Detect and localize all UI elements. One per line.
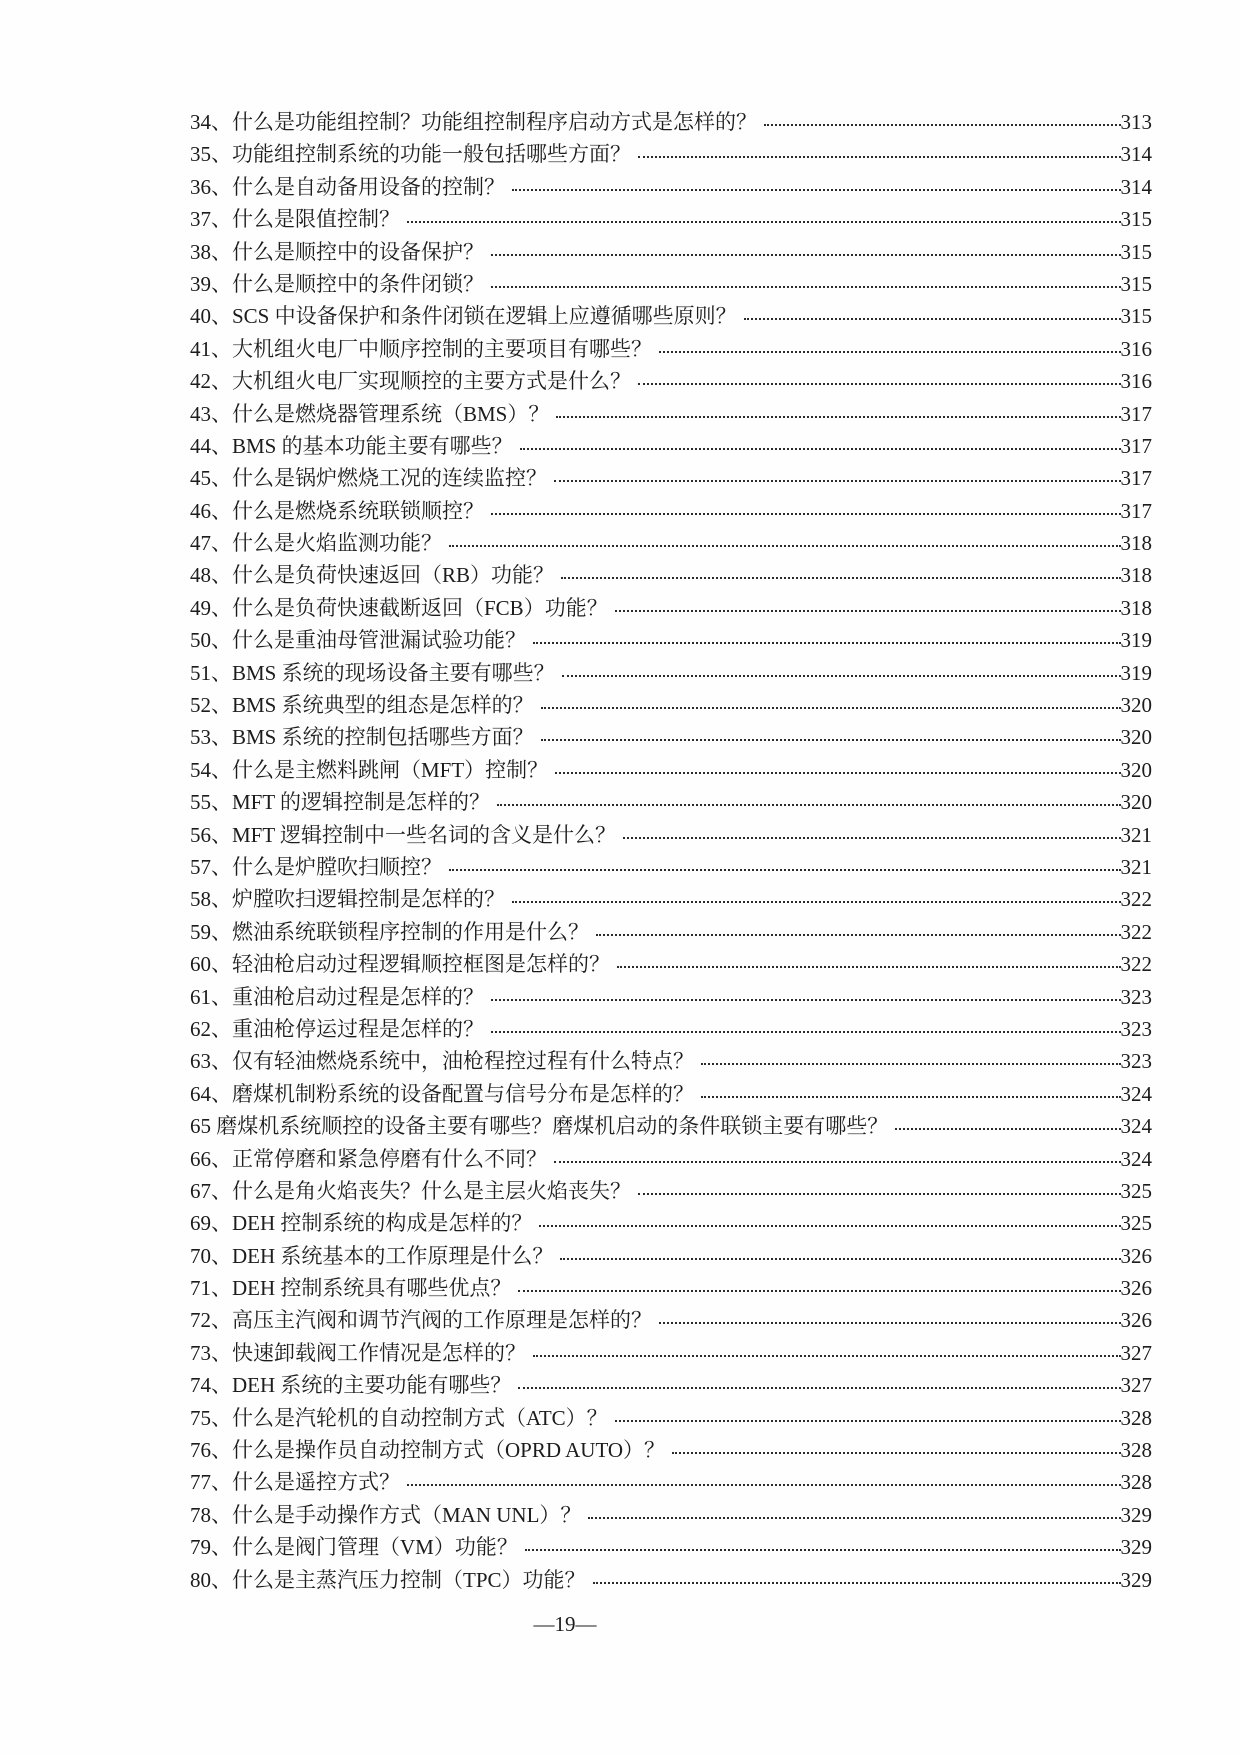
toc-entry-number: 61、 <box>190 984 232 1009</box>
toc-entry-page-number: 323 <box>1120 1049 1152 1074</box>
toc-entry-title: MFT 的逻辑控制是怎样的？ <box>232 790 491 815</box>
toc-entry-number: 67、 <box>190 1178 232 1203</box>
toc-entry[interactable] <box>190 657 1152 689</box>
toc-entry-number: 64、 <box>190 1081 232 1106</box>
toc-entry[interactable] <box>190 1175 1152 1207</box>
toc-entry-title: DEH 控制系统具有哪些优点？ <box>232 1276 512 1301</box>
toc-entry-page-number: 325 <box>1120 1178 1152 1203</box>
toc-entry-title: 什么是锅炉燃烧工况的连续监控？ <box>232 466 547 491</box>
toc-entry[interactable] <box>190 1369 1152 1401</box>
toc-entry-title: 什么是主蒸汽压力控制（TPC）功能？ <box>232 1567 586 1592</box>
toc-entry-number: 76、 <box>190 1438 232 1463</box>
toc-entry-title: 什么是顺控中的设备保护？ <box>232 239 484 264</box>
toc-entry-page-number: 317 <box>1120 401 1152 426</box>
toc-entry-number: 75、 <box>190 1405 232 1430</box>
toc-entry[interactable] <box>190 819 1152 851</box>
toc-entry-page-number: 328 <box>1120 1470 1152 1495</box>
toc-entry-page-number: 317 <box>1120 433 1152 458</box>
toc-entry-number: 49、 <box>190 595 232 620</box>
toc-entry-title: MFT 逻辑控制中一些名词的含义是什么？ <box>232 822 617 847</box>
toc-entry-page-number: 322 <box>1120 952 1152 977</box>
toc-entry-page-number: 322 <box>1120 919 1152 944</box>
toc-entry-number: 39、 <box>190 271 232 296</box>
toc-entry-page-number: 315 <box>1120 271 1152 296</box>
toc-entry-page-number: 328 <box>1120 1405 1152 1430</box>
toc-entry[interactable] <box>190 1466 1152 1498</box>
toc-entry-number: 38、 <box>190 239 232 264</box>
toc-entry[interactable] <box>190 883 1152 915</box>
toc-entry-page-number: 319 <box>1120 660 1152 685</box>
toc-entry-number: 44、 <box>190 433 232 458</box>
toc-entry-title: 重油枪停运过程是怎样的？ <box>232 1016 484 1041</box>
toc-entry-page-number: 329 <box>1120 1567 1152 1592</box>
toc-entry-page-number: 329 <box>1120 1502 1152 1527</box>
toc-entry[interactable] <box>190 462 1152 494</box>
toc-entry[interactable] <box>190 1564 1152 1596</box>
toc-entry-page-number: 320 <box>1120 757 1152 782</box>
toc-entry-title: 什么是炉膛吹扫顺控？ <box>232 854 442 879</box>
toc-entry-page-number: 317 <box>1120 466 1152 491</box>
toc-entry-title: 什么是负荷快速返回（RB）功能？ <box>232 563 555 588</box>
toc-entry[interactable] <box>190 1304 1152 1336</box>
toc-entry-page-number: 323 <box>1120 1016 1152 1041</box>
toc-entry-page-number: 316 <box>1120 336 1152 361</box>
toc-entry-number: 66、 <box>190 1146 232 1171</box>
toc-entry-number: 56、 <box>190 822 232 847</box>
toc-entry[interactable] <box>190 851 1152 883</box>
toc-entry[interactable] <box>190 981 1152 1013</box>
toc-entry[interactable] <box>190 1110 1152 1142</box>
toc-entry-number: 60、 <box>190 952 232 977</box>
toc-entry[interactable] <box>190 333 1152 365</box>
toc-entry-page-number: 324 <box>1120 1146 1152 1171</box>
toc-entry[interactable] <box>190 559 1152 591</box>
toc-entry-page-number: 318 <box>1120 531 1152 556</box>
toc-entry-title: 什么是主燃料跳闸（MFT）控制？ <box>232 757 549 782</box>
toc-entry-number: 59、 <box>190 919 232 944</box>
toc-entry-number: 53、 <box>190 725 232 750</box>
toc-entry[interactable] <box>190 1045 1152 1077</box>
toc-entry-number: 40、 <box>190 304 232 329</box>
toc-entry-title: 燃油系统联锁程序控制的作用是什么？ <box>232 919 589 944</box>
toc-entry-title: 什么是燃烧系统联锁顺控？ <box>232 498 484 523</box>
toc-entry[interactable] <box>190 171 1152 203</box>
toc-entry[interactable] <box>190 1337 1152 1369</box>
toc-entry-title: 大机组火电厂实现顺控的主要方式是什么？ <box>232 369 631 394</box>
toc-entry-title: 什么是功能组控制？功能组控制程序启动方式是怎样的？ <box>232 110 757 134</box>
toc-entry-title: 什么是阀门管理（VM）功能？ <box>232 1535 518 1560</box>
toc-entry[interactable] <box>190 916 1152 948</box>
toc-entry-page-number: 329 <box>1120 1535 1152 1560</box>
toc-entry-number: 80、 <box>190 1567 232 1592</box>
toc-entry-number: 71、 <box>190 1276 232 1301</box>
toc-entry[interactable] <box>190 1272 1152 1304</box>
toc-entry[interactable] <box>190 138 1152 170</box>
toc-entry-number: 73、 <box>190 1340 232 1365</box>
toc-entry-title: 什么是燃烧器管理系统（BMS）？ <box>232 401 550 426</box>
toc-entry-number: 63、 <box>190 1049 232 1074</box>
toc-entry-number: 43、 <box>190 401 232 426</box>
toc-entry-title: 高压主汽阀和调节汽阀的工作原理是怎样的？ <box>232 1308 652 1333</box>
toc-entry[interactable] <box>190 1402 1152 1434</box>
toc-entry-title: 什么是重油母管泄漏试验功能？ <box>232 628 526 653</box>
toc-entry-title: 什么是限值控制？ <box>232 207 400 232</box>
toc-entry-number: 54、 <box>190 757 232 782</box>
toc-entry[interactable] <box>190 236 1152 268</box>
toc-entry[interactable] <box>190 1434 1152 1466</box>
toc-entry[interactable] <box>190 948 1152 980</box>
toc-entry-number: 42、 <box>190 369 232 394</box>
toc-entry-title: 快速卸载阀工作情况是怎样的？ <box>232 1340 526 1365</box>
toc-entry[interactable] <box>190 268 1152 300</box>
toc-entry-page-number: 321 <box>1120 854 1152 879</box>
toc-entry-number: 48、 <box>190 563 232 588</box>
toc-entry[interactable] <box>190 754 1152 786</box>
toc-entry[interactable] <box>190 721 1152 753</box>
toc-entry[interactable] <box>190 430 1152 462</box>
toc-entry-page-number: 324 <box>1120 1114 1152 1139</box>
toc-entry[interactable] <box>190 689 1152 721</box>
toc-entry-title: 磨煤机制粉系统的设备配置与信号分布是怎样的？ <box>232 1081 694 1106</box>
toc-entry-page-number: 314 <box>1120 174 1152 199</box>
toc-entry-title: BMS 系统的现场设备主要有哪些？ <box>232 660 555 685</box>
toc-entry-number: 55、 <box>190 790 232 815</box>
toc-entry[interactable] <box>190 495 1152 527</box>
toc-entry-number: 34、 <box>190 110 232 134</box>
toc-entry-number: 46、 <box>190 498 232 523</box>
toc-entry-number: 78、 <box>190 1502 232 1527</box>
toc-entry[interactable] <box>190 1143 1152 1175</box>
toc-entry-page-number: 319 <box>1120 628 1152 653</box>
toc-entry-page-number: 325 <box>1120 1211 1152 1236</box>
toc-entry-number: 72、 <box>190 1308 232 1333</box>
toc-entry-page-number: 316 <box>1120 369 1152 394</box>
toc-entry[interactable] <box>190 1013 1152 1045</box>
toc-entry-page-number: 313 <box>1120 110 1152 134</box>
toc-entry[interactable] <box>190 1078 1152 1110</box>
toc-entry-page-number: 314 <box>1120 142 1152 167</box>
toc-entry-title: 大机组火电厂中顺序控制的主要项目有哪些？ <box>232 336 652 361</box>
toc-entry-title: 什么是火焰监测功能？ <box>232 531 442 556</box>
toc-entry-number: 36、 <box>190 174 232 199</box>
toc-entry[interactable] <box>190 300 1152 332</box>
toc-entry-number: 51、 <box>190 660 232 685</box>
toc-entry-page-number: 327 <box>1120 1373 1152 1398</box>
toc-entry-title: DEH 系统的主要功能有哪些？ <box>232 1373 512 1398</box>
toc-entry-number: 47、 <box>190 531 232 556</box>
toc-entry-title: 什么是汽轮机的自动控制方式（ATC）？ <box>232 1405 608 1430</box>
toc-entry-number: 37、 <box>190 207 232 232</box>
toc-list <box>190 106 1152 1596</box>
toc-entry-page-number: 315 <box>1120 239 1152 264</box>
toc-entry-number: 52、 <box>190 693 232 718</box>
toc-entry[interactable] <box>190 1240 1152 1272</box>
toc-entry-number: 50、 <box>190 628 232 653</box>
toc-entry-title: BMS 的基本功能主要有哪些？ <box>232 433 513 458</box>
toc-entry-number: 69、 <box>190 1211 232 1236</box>
toc-entry-title: 什么是遥控方式？ <box>232 1470 400 1495</box>
toc-entry-page-number: 326 <box>1120 1276 1152 1301</box>
page-footer <box>0 1612 1130 1637</box>
toc-entry-title: 什么是负荷快速截断返回（FCB）功能？ <box>232 595 608 620</box>
toc-entry-page-number: 321 <box>1120 822 1152 847</box>
toc-entry[interactable] <box>190 398 1152 430</box>
toc-entry-number: 79、 <box>190 1535 232 1560</box>
toc-entry-page-number: 318 <box>1120 563 1152 588</box>
toc-entry-title: 什么是角火焰丧失？什么是主层火焰丧失？ <box>232 1178 631 1203</box>
toc-entry[interactable] <box>190 1207 1152 1239</box>
toc-entry[interactable] <box>190 786 1152 818</box>
toc-entry-title: 什么是顺控中的条件闭锁？ <box>232 271 484 296</box>
toc-entry-title: 正常停磨和紧急停磨有什么不同？ <box>232 1146 547 1171</box>
toc-entry-page-number: 320 <box>1120 693 1152 718</box>
toc-entry-page-number: 315 <box>1120 304 1152 329</box>
toc-entry-title: DEH 系统基本的工作原理是什么？ <box>232 1243 554 1268</box>
toc-entry-number: 45、 <box>190 466 232 491</box>
toc-entry[interactable] <box>190 527 1152 559</box>
toc-entry-number: 41、 <box>190 336 232 361</box>
toc-entry-title: BMS 系统的控制包括哪些方面？ <box>232 725 534 750</box>
toc-entry-number: 57、 <box>190 854 232 879</box>
toc-entry-title: 功能组控制系统的功能一般包括哪些方面？ <box>232 142 631 167</box>
toc-entry-page-number: 326 <box>1120 1308 1152 1333</box>
toc-entry-title: 炉膛吹扫逻辑控制是怎样的？ <box>232 887 505 912</box>
toc-entry-title: 仅有轻油燃烧系统中，油枪程控过程有什么特点？ <box>232 1049 694 1074</box>
toc-entry-title: DEH 控制系统的构成是怎样的？ <box>232 1211 533 1236</box>
toc-entry-page-number: 315 <box>1120 207 1152 232</box>
toc-entry[interactable] <box>190 203 1152 235</box>
toc-entry-page-number: 317 <box>1120 498 1152 523</box>
toc-entry-page-number: 324 <box>1120 1081 1152 1106</box>
toc-entry-page-number: 322 <box>1120 887 1152 912</box>
toc-entry[interactable] <box>190 365 1152 397</box>
toc-entry-page-number: 318 <box>1120 595 1152 620</box>
toc-entry[interactable] <box>190 592 1152 624</box>
toc-entry-title: SCS 中设备保护和条件闭锁在逻辑上应遵循哪些原则？ <box>232 304 737 329</box>
toc-entry-page-number: 326 <box>1120 1243 1152 1268</box>
toc-entry[interactable] <box>190 106 1152 138</box>
toc-entry-number: 65 <box>190 1114 217 1139</box>
toc-entry-title: 什么是自动备用设备的控制？ <box>232 174 505 199</box>
toc-entry-page-number: 328 <box>1120 1438 1152 1463</box>
toc-entry-page-number: 327 <box>1120 1340 1152 1365</box>
page-number: —19— <box>533 1612 597 1636</box>
toc-entry-number: 77、 <box>190 1470 232 1495</box>
toc-entry-title: 轻油枪启动过程逻辑顺控框图是怎样的？ <box>232 952 610 977</box>
toc-entry-title: BMS 系统典型的组态是怎样的？ <box>232 693 534 718</box>
toc-entry[interactable] <box>190 624 1152 656</box>
toc-entry[interactable] <box>190 1499 1152 1531</box>
toc-entry-number: 70、 <box>190 1243 232 1268</box>
toc-entry-title: 磨煤机系统顺控的设备主要有哪些？磨煤机启动的条件联锁主要有哪些？ <box>216 1114 889 1139</box>
toc-entry[interactable] <box>190 1531 1152 1563</box>
toc-entry-title: 重油枪启动过程是怎样的？ <box>232 984 484 1009</box>
toc-entry-number: 74、 <box>190 1373 232 1398</box>
toc-entry-page-number: 320 <box>1120 725 1152 750</box>
toc-entry-number: 58、 <box>190 887 232 912</box>
toc-entry-title: 什么是操作员自动控制方式（OPRD AUTO）？ <box>232 1438 666 1463</box>
toc-entry-page-number: 323 <box>1120 984 1152 1009</box>
toc-entry-number: 62、 <box>190 1016 232 1041</box>
toc-entry-page-number: 320 <box>1120 790 1152 815</box>
toc-entry-title: 什么是手动操作方式（MAN UNL）？ <box>232 1502 582 1527</box>
toc-entry-number: 35、 <box>190 142 232 167</box>
